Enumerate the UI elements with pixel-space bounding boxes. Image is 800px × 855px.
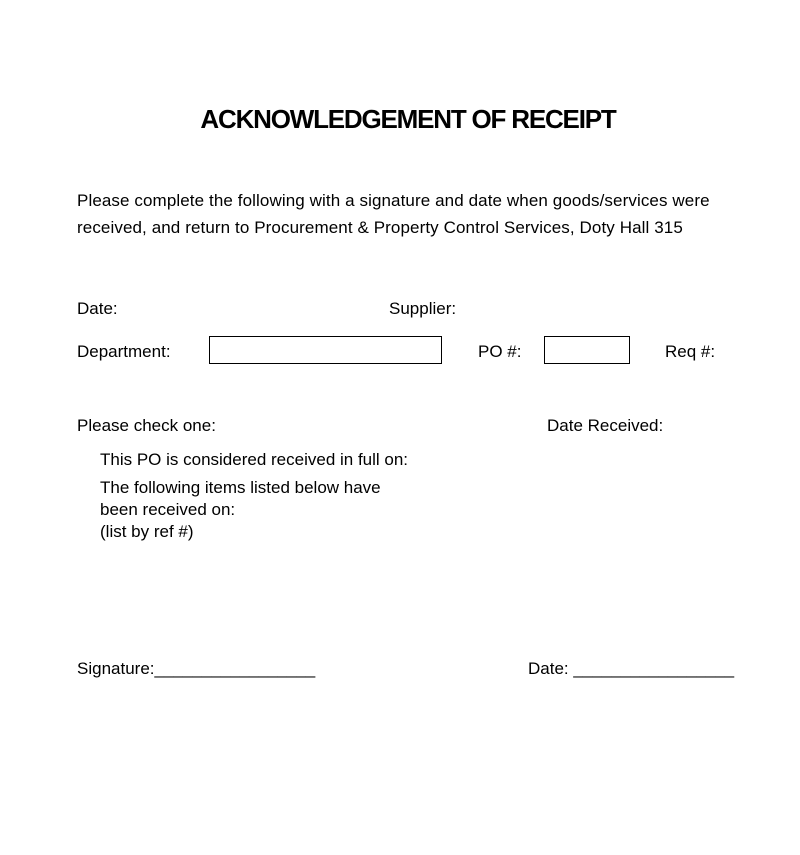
po-number-label: PO #: — [478, 342, 522, 361]
signature-line: Signature:_________________ — [77, 659, 316, 678]
department-label: Department: — [77, 342, 171, 361]
department-field[interactable] — [209, 336, 442, 364]
signature-date-line: Date: _________________ — [528, 659, 735, 678]
page-title: ACKNOWLEDGEMENT OF RECEIPT — [200, 104, 616, 134]
instructions-line-2: received, and return to Procurement & Property Control Services, Doty Hall 315 — [77, 218, 683, 237]
date-label: Date: — [77, 299, 118, 318]
supplier-label: Supplier: — [389, 299, 457, 318]
req-number-label: Req #: — [665, 342, 716, 361]
po-number-field[interactable] — [544, 336, 630, 364]
option-received-in-full: This PO is considered received in full on: — [100, 450, 409, 469]
date-received-label: Date Received: — [547, 416, 664, 435]
option-partial-line-2: been received on: — [100, 500, 236, 519]
check-one-heading: Please check one: — [77, 416, 216, 435]
option-partial-line-3: (list by ref #) — [100, 522, 194, 541]
option-partial-line-1: The following items listed below have — [100, 478, 381, 497]
instructions-line-1: Please complete the following with a signature and date when goods/services were — [77, 191, 710, 210]
